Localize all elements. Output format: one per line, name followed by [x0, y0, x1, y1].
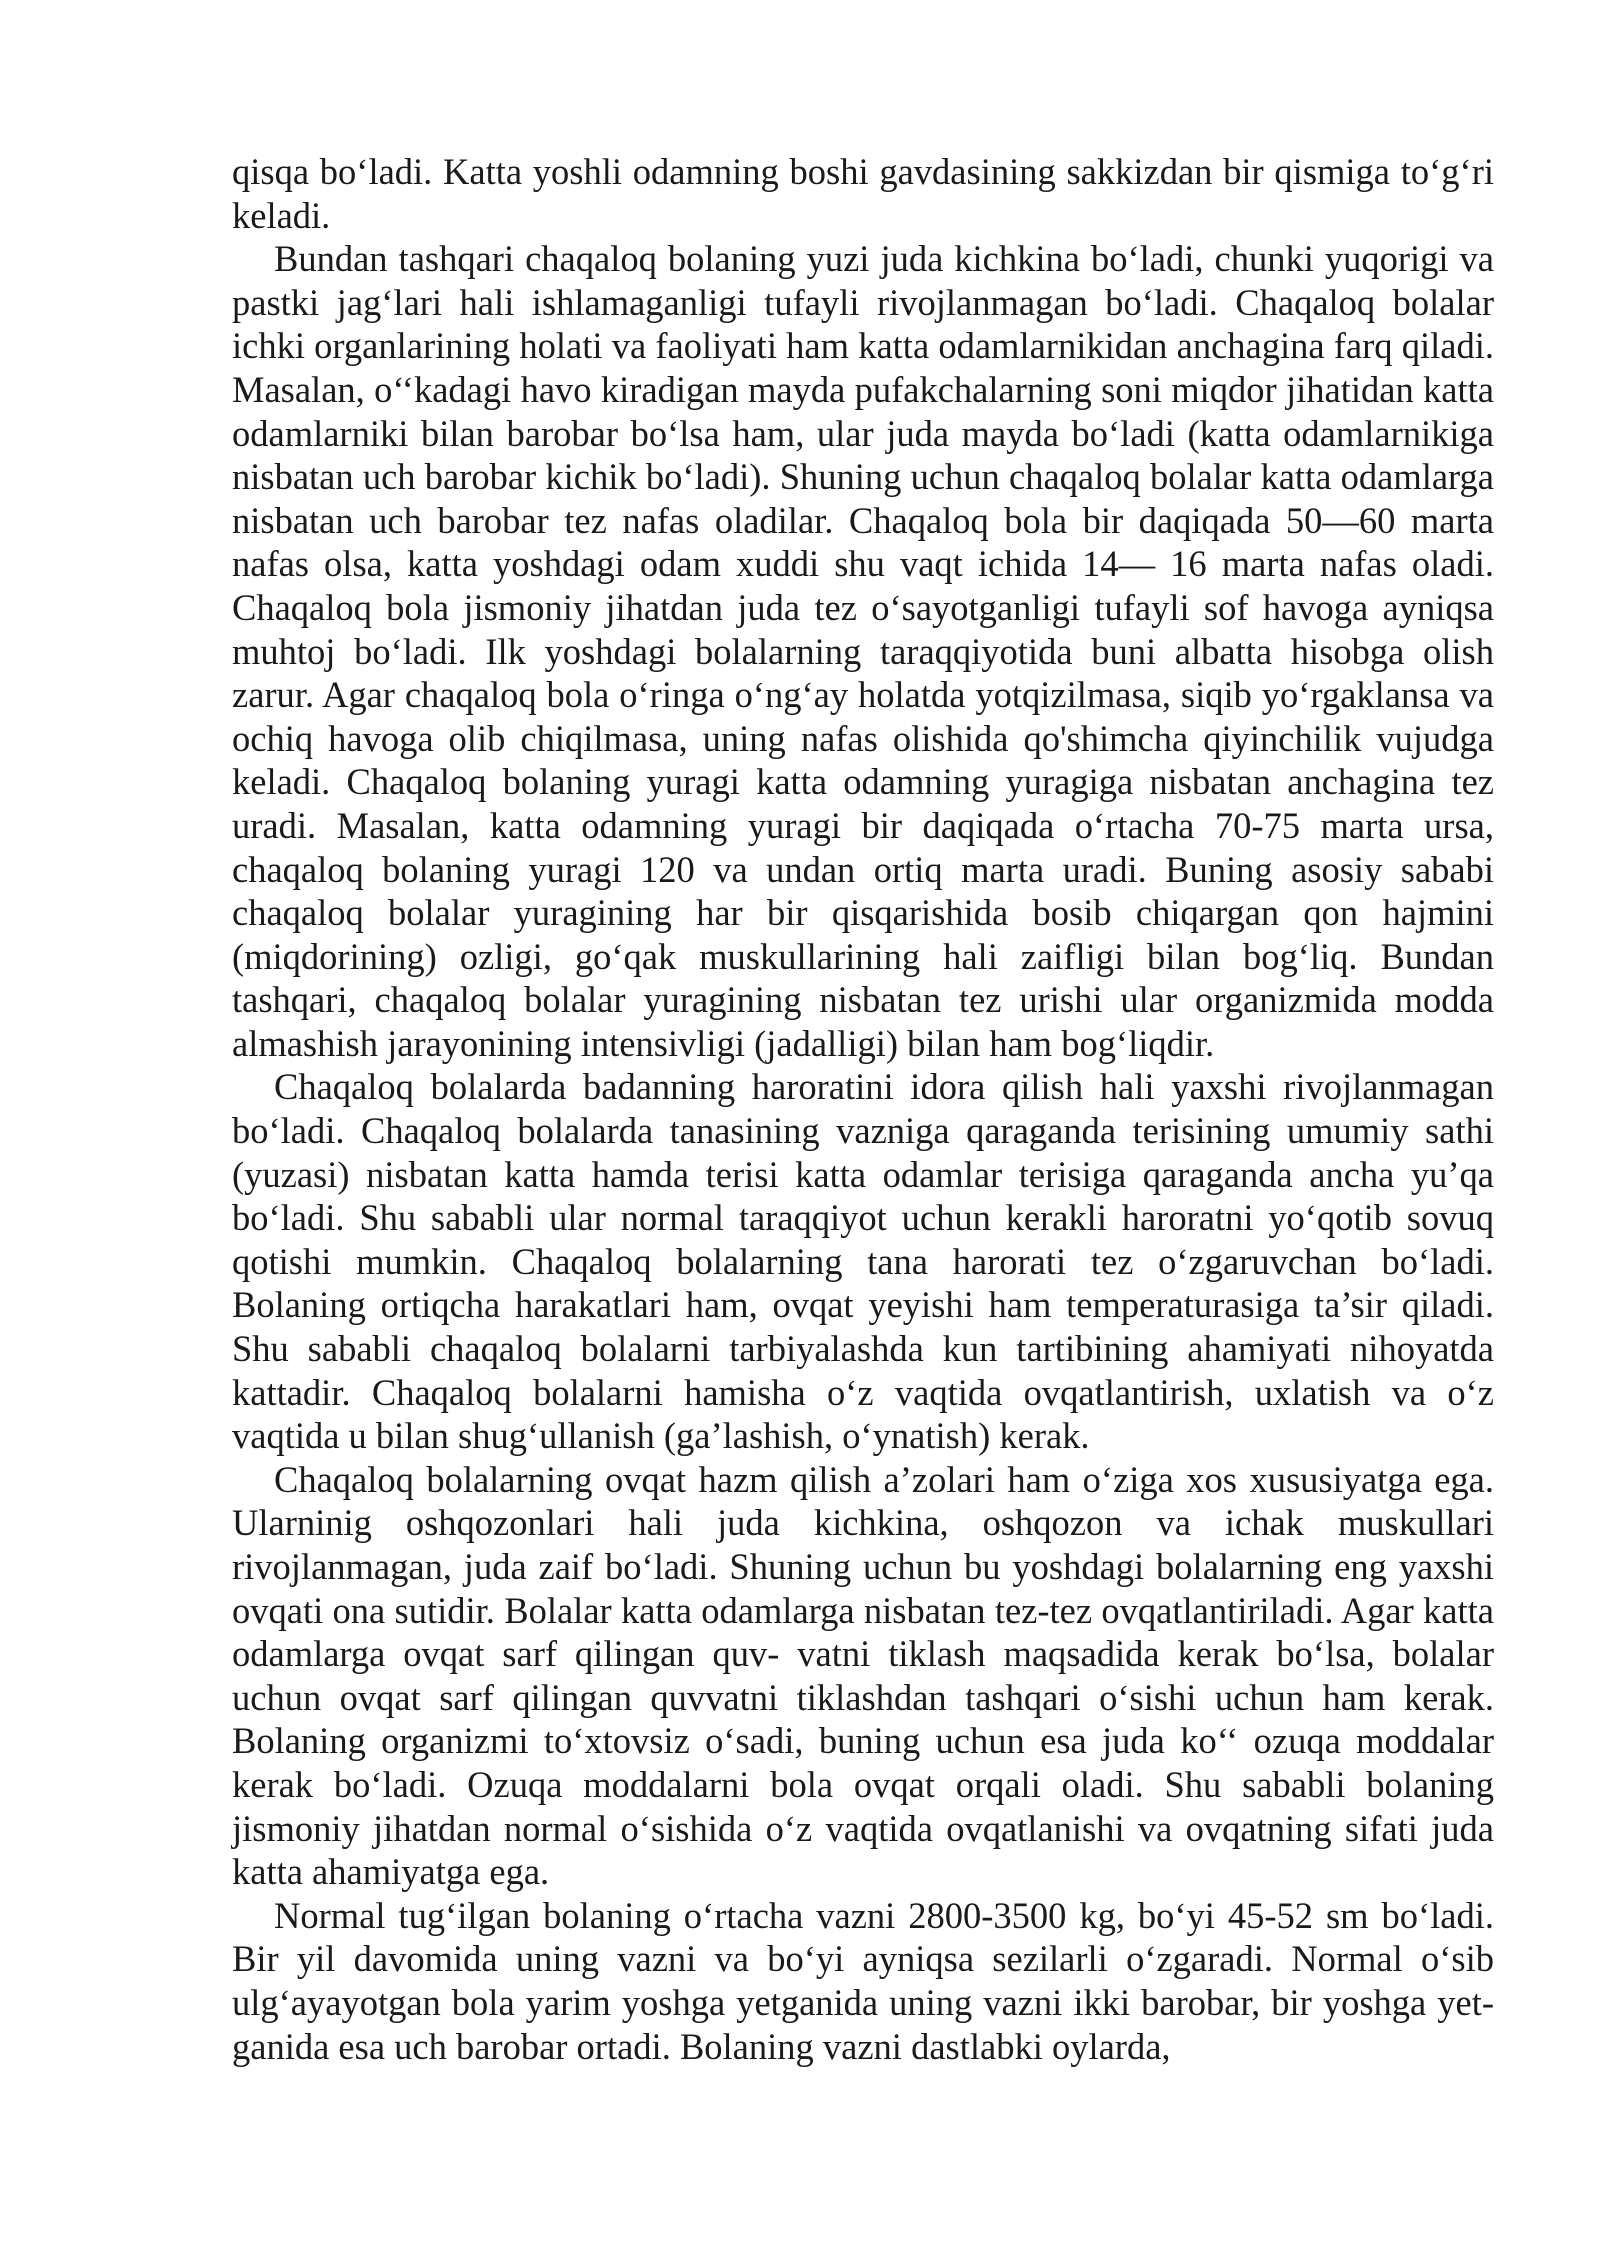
paragraph-growth: Normal tug‘ilgan bolaning o‘rtacha vazni 2800-3500 kg, bo‘yi 45-52 sm bo‘ladi. Bir yil davomida uning vazni va bo‘yi ayniqsa sezilarli o‘zgaradi. Normal o‘sib ulg‘ayayotgan bola yarim yoshga yetganida uning vazni ikki barobar, bir yoshga yet- ganida esa uch barobar ortadi. Bolaning vazni dastlabki oylarda,: [232, 1894, 1494, 2067]
paragraph-body-organs: Bundan tashqari chaqaloq bolaning yuzi juda kichkina bo‘ladi, chunki yuqorigi va pastki jag‘lari hali ishlamaganligi tufayli rivojlanmagan bo‘ladi. Chaqaloq bolalar ichki organlarining holati va faoliyati ham katta odamlarnikidan anchagina farq qiladi. Masalan, o‘‘kadagi havo kiradigan mayda pufakchalarning soni miqdor jihatidan katta odamlarniki bilan barobar bo‘lsa ham, ular juda mayda bo‘ladi (katta odamlarnikiga nisbatan uch barobar kichik bo‘ladi). Shuning uchun chaqaloq bolalar katta odamlarga nisbatan uch barobar tez nafas oladilar. Chaqaloq bola bir daqiqada 50—60 marta nafas olsa, katta yoshdagi odam xuddi shu vaqt ichida 14— 16 marta nafas oladi. Chaqaloq bola jismoniy jihatdan juda tez o‘sayotganligi tufayli sof havoga ayniqsa muhtoj bo‘ladi. Ilk yoshdagi bolalarning taraqqiyotida buni albatta hisobga olish zarur. Agar chaqaloq bola o‘ringa o‘ng‘ay holatda yotqizilmasa, siqib yo‘rgaklansa va ochiq havoga olib chiqilmasa, uning nafas olishida qo'shimcha qiyinchilik vujudga keladi. Chaqaloq bolaning yuragi katta odamning yuragiga nisbatan anchagina tez uradi. Masalan, katta odamning yuragi bir daqiqada o‘rtacha 70-75 marta ursa, chaqaloq bolaning yuragi 120 va undan ortiq marta uradi. Buning asosiy sababi chaqaloq bolalar yuragining har bir qisqarishida bosib chiqargan qon hajmini (miqdorining) ozligi, go‘qak muskullarining hali zaifligi bilan bog‘liq. Bundan tashqari, chaqaloq bolalar yuragining nisbatan tez urishi ular organizmida modda almashish jarayonining intensivligi (jadalligi) bilan ham bog‘liqdir.: [232, 238, 1494, 1064]
document-page: [232, 150, 1494, 2068]
paragraph-continuation: qisqa bo‘ladi. Katta yoshli odamning boshi gavdasining sakkizdan bir qismiga to‘g‘ri keladi.: [232, 151, 1494, 236]
paragraph-digestion: Chaqaloq bolalarning ovqat hazm qilish a’zolari ham o‘ziga xos xususiyatga ega. Ularninig oshqozonlari hali juda kichkina, oshqozon va ichak muskullari rivojlanmagan, juda zaif bo‘ladi. Shuning uchun bu yoshdagi bolalarning eng yaxshi ovqati ona sutidir. Bolalar katta odamlarga nisbatan tez-tez ovqatlantiriladi. Agar katta odamlarga ovqat sarf qilingan quv- vatni tiklash maqsadida kerak bo‘lsa, bolalar uchun ovqat sarf qilingan quvvatni tiklashdan tashqari o‘sishi uchun ham kerak. Bolaning organizmi to‘xtovsiz o‘sadi, buning uchun esa juda ko‘‘ ozuqa moddalar kerak bo‘ladi. Ozuqa moddalarni bola ovqat orqali oladi. Shu sababli bolaning jismoniy jihatdan normal o‘sishida o‘z vaqtida ovqatlanishi va ovqatning sifati juda katta ahamiyatga ega.: [232, 1458, 1494, 1893]
paragraph-body-temperature: Chaqaloq bolalarda badanning haroratini idora qilish hali yaxshi rivojlanmagan bo‘ladi. Chaqaloq bolalarda tanasining vazniga qaraganda terisining umumiy sathi (yuzasi) nisbatan katta hamda terisi katta odamlar terisiga qaraganda ancha yu’qa bo‘ladi. Shu sababli ular normal taraqqiyot uchun kerakli haroratni yo‘qotib sovuq qotishi mumkin. Chaqaloq bolalarning tana harorati tez o‘zgaruvchan bo‘ladi. Bolaning ortiqcha harakatlari ham, ovqat yeyishi ham temperaturasiga ta’sir qiladi. Shu sababli chaqaloq bolalarni tarbiyalashda kun tartibining ahamiyati nihoyatda kattadir. Chaqaloq bolalarni hamisha o‘z vaqtida ovqatlantirish, uxlatish va o‘z vaqtida u bilan shug‘ullanish (ga’lashish, o‘ynatish) kerak.: [232, 1066, 1494, 1457]
